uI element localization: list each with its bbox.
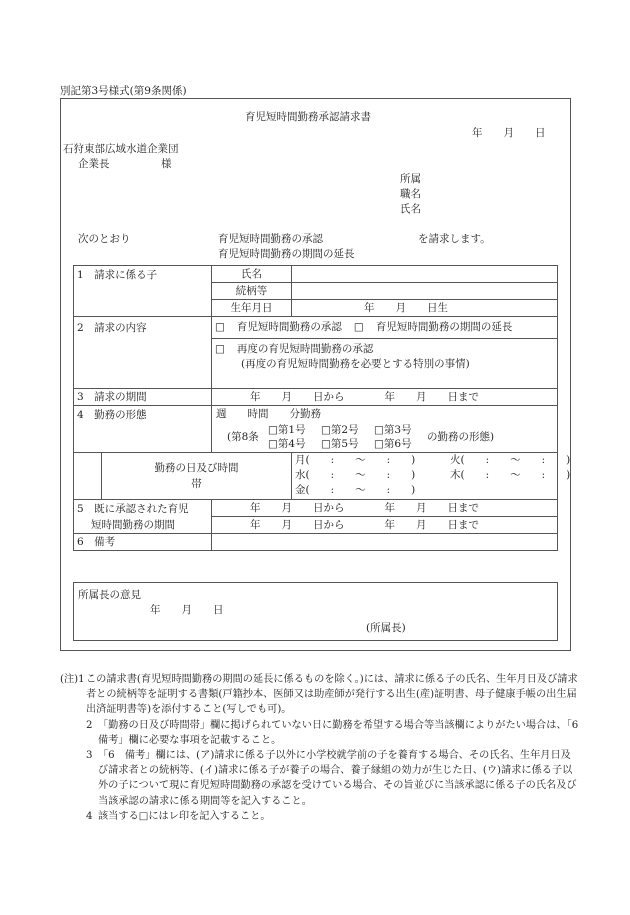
prior-period-label — [74, 500, 212, 534]
period-from: 年 月 日から — [250, 390, 345, 403]
approval-option-label: 育児短時間勤務の承認 — [236, 321, 342, 334]
period-to: 年 月 日まで — [384, 390, 479, 403]
child-birth-field[interactable]: 年 月 日生 — [292, 300, 558, 317]
reapproval-checkbox[interactable]: □ — [215, 343, 225, 355]
note-2-text: 「勤務の日及び時間帯」欄に掲げられていない日に勤務を希望する場合等当該欄によりがたい場合は、「6 備考」欄に必要な事項を記載すること。 — [98, 719, 589, 746]
note-1 — [60, 672, 580, 718]
prior-period-label-line-1: 5 既に承認された育児 — [77, 502, 189, 515]
form-number: 別記第3号様式(第9条関係) — [60, 85, 187, 97]
note-3-key: 3 — [86, 750, 93, 762]
extension-option-label: 育児短時間勤務の期間の延長 — [375, 321, 513, 334]
prior-period-2-from: 年 月 日から — [250, 518, 345, 531]
prior-period-1-to: 年 月 日まで — [384, 501, 479, 514]
opinion-box[interactable] — [73, 582, 558, 641]
opinion-date: 年 月 日 — [150, 604, 224, 616]
request-table — [73, 265, 571, 551]
applicant-position-label: 職名 — [400, 188, 421, 200]
schedule-times — [292, 453, 571, 500]
period-row — [74, 389, 558, 406]
prior-period-2-to: 年 月 日まで — [384, 518, 479, 531]
note-1-text: この請求書(育児短時間勤務の期間の延長に係るものを除く。)には、請求に係る子の氏名、生年月日及び請求者との続柄等を証明する書類(戸籍抄本、医師又は助産師が発行する出生(産)証明書、母子健康手帳の出生届出済証明書等)を添付すること(写しでも可)。 — [86, 674, 578, 716]
prior-period-1-from: 年 月 日から — [250, 501, 345, 514]
form-type-row — [74, 406, 558, 453]
request-lead: 次のとおり — [78, 233, 131, 245]
applicant-dept-label: 所属 — [400, 173, 421, 185]
prior-period-field-1[interactable] — [212, 500, 558, 517]
request-suffix: を請求します。 — [418, 233, 491, 245]
prior-period-row-1 — [74, 500, 558, 517]
prior-period-field-2[interactable] — [212, 517, 558, 534]
form-type-field — [212, 406, 558, 453]
schedule-label-line-1: 勤務の日及び時間 — [154, 462, 239, 474]
request-option-extension: 育児短時間勤務の期間の延長 — [218, 248, 355, 260]
clause-4-checkbox[interactable]: □第4号 — [268, 438, 306, 450]
note-1-key: (注)1 — [60, 674, 85, 685]
note-2-key: 2 — [86, 719, 93, 731]
applicant-name-label: 氏名 — [400, 203, 421, 215]
content-options-2 — [212, 339, 558, 389]
addressee-honorific: 様 — [161, 158, 172, 170]
addressee-title: 企業長 — [78, 158, 110, 170]
clause-open: (第8条 — [227, 431, 259, 443]
clause-2-checkbox[interactable]: □第2号 — [321, 424, 359, 436]
note-4 — [60, 809, 580, 824]
tuesday-time[interactable]: 火( : ～ : ) — [450, 454, 571, 466]
approval-checkbox[interactable]: □ — [215, 321, 225, 334]
child-name-field[interactable] — [292, 266, 558, 283]
request-option-approval: 育児短時間勤務の承認 — [218, 233, 323, 245]
note-4-text: 該当する□にはレ印を記入すること。 — [98, 810, 271, 822]
period-section-label: 3 請求の期間 — [74, 389, 212, 406]
child-relation-label: 続柄等 — [212, 283, 292, 300]
reapproval-reason-label: (再度の育児短時間勤務を必要とする特別の事情) — [241, 358, 470, 370]
page-title: 育児短時間勤務承認請求書 — [245, 111, 371, 123]
prior-period-label-line-2: 短時間勤務の期間 — [91, 518, 175, 531]
clause-1-checkbox[interactable]: □第1号 — [268, 424, 306, 436]
note-2 — [60, 718, 589, 748]
child-birth-label: 生年月日 — [212, 300, 292, 317]
content-section-label: 2 請求の内容 — [74, 317, 212, 389]
schedule-label-line-2: 帯 — [191, 478, 202, 490]
schedule-spacer — [74, 453, 102, 500]
addressee-org: 石狩東部広域水道企業団 — [63, 143, 179, 155]
thursday-time[interactable]: 木( : ～ : ) — [450, 469, 571, 481]
extension-checkbox[interactable]: □ — [353, 321, 364, 334]
child-relation-field[interactable] — [292, 283, 558, 300]
opinion-sign: (所属長) — [366, 622, 406, 634]
form-type-content — [215, 408, 554, 452]
clause-5-checkbox[interactable]: □第5号 — [321, 438, 359, 450]
opinion-label: 所属長の意見 — [78, 589, 141, 601]
clause-close: の勤務の形態) — [427, 431, 495, 443]
monday-time[interactable]: 月( : ～ : ) — [295, 454, 416, 466]
notes — [60, 672, 589, 824]
request-date: 年 月 日 — [472, 127, 546, 139]
note-3-text: 「6 備考」欄には、(ア)請求に係る子以外に小学校就学前の子を養育する場合、その氏名、生年月日及び請求者との続柄等、(イ)請求に係る子が養子の場合、養子縁組の効力が生じた日、(ウ)請求に係る子以外の子について現に育児短時間勤務の承認を受けている場合、その旨並びに当該承認に係る子の氏名及び当該承認の請求に係る期間等を記入すること。 — [98, 750, 577, 807]
clause-3-checkbox[interactable]: □第3号 — [374, 424, 412, 436]
content-options-1 — [212, 317, 558, 339]
wednesday-time[interactable]: 水( : ～ : ) — [295, 469, 416, 481]
child-section-label: 1 請求に係る子 — [74, 266, 212, 317]
note-4-key: 4 — [86, 810, 93, 822]
clause-6-checkbox[interactable]: □第6号 — [374, 438, 412, 450]
period-field[interactable] — [212, 389, 558, 406]
remarks-field[interactable] — [212, 534, 558, 551]
schedule-times-content — [215, 453, 571, 499]
schedule-row — [74, 453, 558, 500]
note-3 — [60, 748, 580, 809]
form-type-section-label: 4 勤務の形態 — [74, 406, 212, 453]
child-name-label: 氏名 — [212, 266, 292, 283]
friday-time[interactable]: 金( : ～ : ) — [295, 484, 416, 496]
content-row-1 — [74, 317, 558, 339]
reapproval-option-label: 再度の育児短時間勤務の承認 — [236, 343, 374, 355]
weekly-hours[interactable]: 週 時間 分勤務 — [216, 408, 321, 420]
remarks-label: 6 備考 — [74, 534, 212, 551]
remarks-row — [74, 534, 558, 551]
child-name-row — [74, 266, 558, 283]
